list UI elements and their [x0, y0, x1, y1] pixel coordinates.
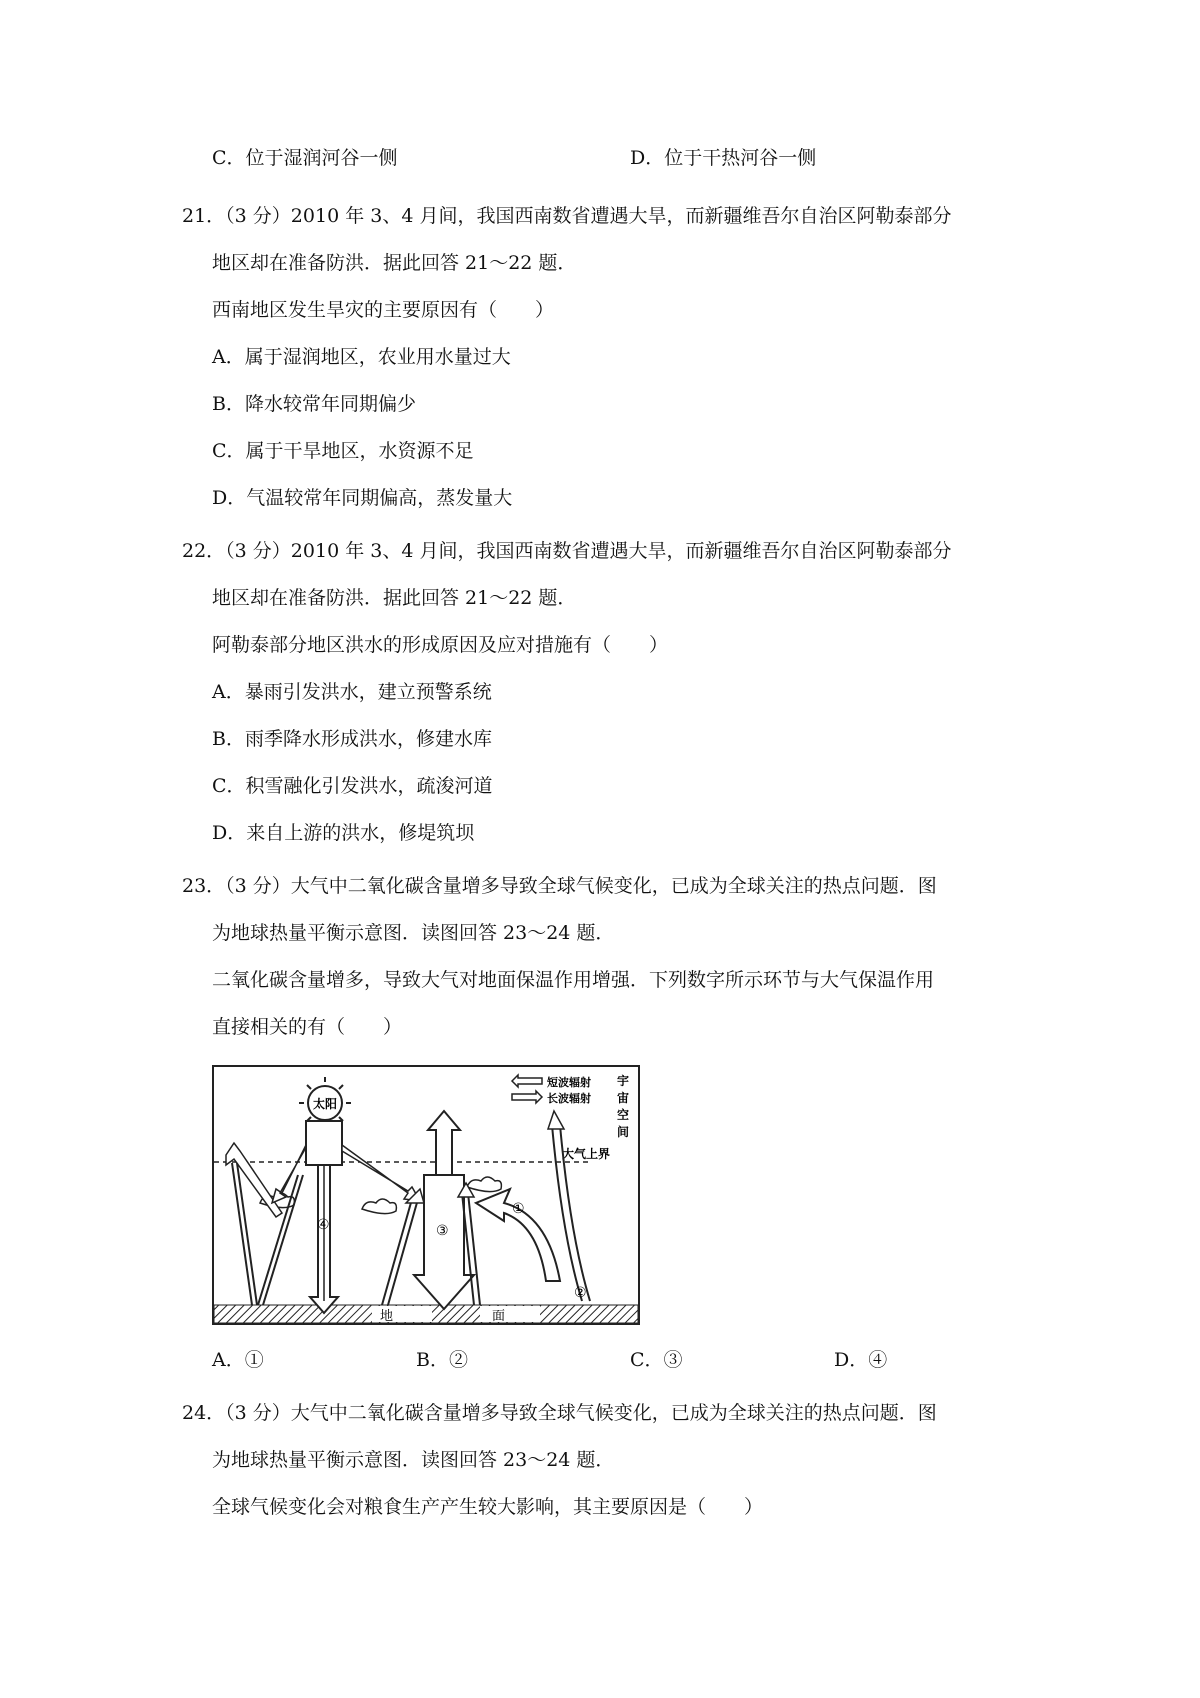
mark-2: ②	[574, 1285, 587, 1301]
q22-option-d: D．来自上游的洪水，修堤筑坝	[212, 822, 475, 844]
q21-option-d: D．气温较常年同期偏高，蒸发量大	[212, 487, 513, 509]
q23-question-line2: 直接相关的有（ ）	[212, 1016, 403, 1038]
solar-trunk	[306, 1121, 342, 1165]
space-char-3: 空	[617, 1108, 630, 1122]
q22-stem-line1: 22．（3 分）2010 年 3、4 月间，我国西南数省遭遇大旱，而新疆维吾尔自治区阿勒泰部分	[182, 540, 952, 562]
q23-option-d: D．④	[834, 1349, 888, 1371]
q23-stem-line2: 为地球热量平衡示意图．读图回答 23～24 题．	[212, 922, 615, 944]
space-char-2: 宙	[617, 1091, 630, 1105]
q21-option-c: C．属于干旱地区，水资源不足	[212, 440, 474, 462]
mark-1: ①	[512, 1201, 525, 1217]
top-option-d: D．位于干热河谷一侧	[630, 147, 817, 169]
q23-question-line1: 二氧化碳含量增多，导致大气对地面保温作用增强．下列数字所示环节与大气保温作用	[212, 969, 935, 991]
ground-label-left: 地	[380, 1308, 394, 1323]
space-char-1: 宇	[617, 1074, 630, 1088]
q24-stem-line1: 24．（3 分）大气中二氧化碳含量增多导致全球气候变化，已成为全球关注的热点问题．图	[182, 1402, 937, 1424]
legend-short-wave: 短波辐射	[547, 1077, 591, 1089]
q23-option-b: B．②	[416, 1349, 468, 1371]
q21-question: 西南地区发生旱灾的主要原因有（ ）	[212, 299, 555, 321]
q24-question: 全球气候变化会对粮食生产产生较大影响，其主要原因是（ ）	[212, 1496, 764, 1518]
q21-stem-line2: 地区却在准备防洪．据此回答 21～22 题．	[212, 252, 577, 274]
mark-4: ④	[317, 1217, 330, 1233]
top-option-c: C．位于湿润河谷一侧	[212, 147, 398, 169]
q22-question: 阿勒泰部分地区洪水的形成原因及应对措施有（ ）	[212, 634, 669, 656]
ground-label-bg-right	[480, 1306, 540, 1322]
q23-option-c: C．③	[630, 1349, 683, 1371]
q21-option-a: A．属于湿润地区，农业用水量过大	[212, 346, 511, 368]
q21-stem-line1: 21．（3 分）2010 年 3、4 月间，我国西南数省遭遇大旱，而新疆维吾尔自治区阿勒泰部分	[182, 205, 952, 227]
legend-long-wave: 长波辐射	[547, 1093, 591, 1105]
q22-option-c: C．积雪融化引发洪水，疏浚河道	[212, 775, 493, 797]
q23-stem-line1: 23．（3 分）大气中二氧化碳含量增多导致全球气候变化，已成为全球关注的热点问题．图	[182, 875, 937, 897]
q23-option-a: A．①	[212, 1349, 264, 1371]
ground-label-right: 面	[492, 1308, 506, 1323]
sun-label: 太阳	[313, 1097, 338, 1111]
q22-stem-line2: 地区却在准备防洪．据此回答 21～22 题．	[212, 587, 577, 609]
q22-option-b: B．雨季降水形成洪水，修建水库	[212, 728, 492, 750]
heat-balance-diagram	[212, 1065, 640, 1325]
space-char-4: 间	[617, 1125, 630, 1139]
q24-stem-line2: 为地球热量平衡示意图．读图回答 23～24 题．	[212, 1449, 615, 1471]
upper-atmosphere-label: 大气上界	[562, 1147, 611, 1161]
q21-option-b: B．降水较常年同期偏少	[212, 393, 416, 415]
q22-option-a: A．暴雨引发洪水，建立预警系统	[212, 681, 492, 703]
mark-3: ③	[436, 1223, 449, 1239]
